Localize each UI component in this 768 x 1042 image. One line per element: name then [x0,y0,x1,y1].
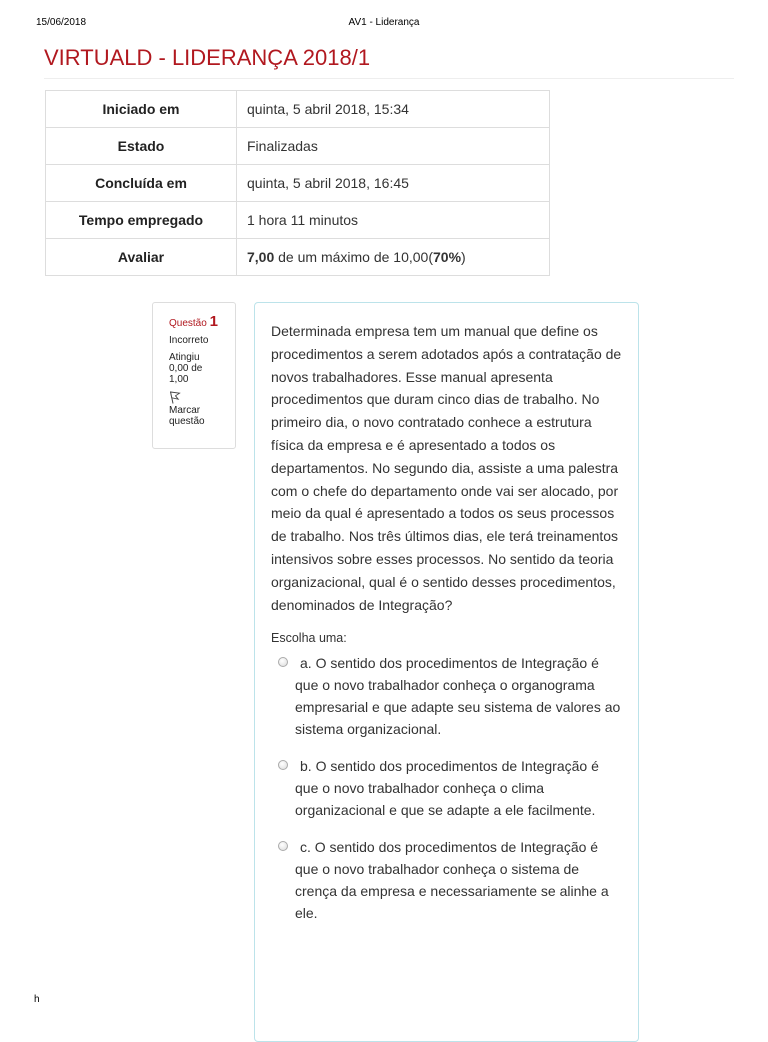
option-text: O sentido dos procedimentos de Integração é que o novo trabalhador conheça o sistema de crença da empresa e necessariamente se alinhe a ele. [295,839,609,922]
question-grade: Atingiu 0,00 de 1,00 [169,352,203,385]
summary-label: Tempo empregado [46,202,237,239]
question-number [169,313,235,330]
summary-value: quinta, 5 abril 2018, 15:34 [237,91,550,128]
flag-question-label: Marcar questão [169,405,205,427]
question-state: Incorreto [169,335,209,346]
summary-row-grade [46,239,550,276]
summary-row-completed [46,165,550,202]
summary-value [237,239,550,276]
course-title: VIRTUALD - LIDERANÇA 2018/1 [44,45,371,70]
summary-value: quinta, 5 abril 2018, 16:45 [237,165,550,202]
attempt-summary-table [45,90,550,276]
summary-label: Avaliar [46,239,237,276]
answer-option-c[interactable] [271,836,624,924]
option-text: O sentido dos procedimentos de Integração é que o novo trabalhador conheça o clima organizacional e que se adapte a ele facilmente. [295,758,599,819]
summary-row-time-taken [46,202,550,239]
print-date: 15/06/2018 [36,17,87,28]
option-letter: c. [300,839,311,856]
answer-prompt: Escolha uma: [271,631,347,646]
question-content [254,302,639,1042]
summary-row-started [46,91,550,128]
radio-button[interactable] [278,657,288,667]
answer-options [271,652,624,924]
grade-max-text: de um máximo de 10,00( [274,249,433,265]
summary-row-state [46,128,550,165]
answer-option-b[interactable] [271,755,624,821]
summary-value: Finalizadas [237,128,550,165]
summary-label: Iniciado em [46,91,237,128]
option-letter: b. [300,758,312,775]
summary-label: Concluída em [46,165,237,202]
option-letter: a. [300,655,312,672]
grade-value: 7,00 [247,249,275,265]
option-text: O sentido dos procedimentos de Integração é que o novo trabalhador conheça o organograma empresarial e que adapte seu sistema de valores ao sistema organizacional. [295,655,621,738]
question-info-box [152,302,236,449]
print-page-title: AV1 - Liderança [348,17,420,28]
radio-button[interactable] [278,841,288,851]
summary-value: 1 hora 11 minutos [237,202,550,239]
question-text: Determinada empresa tem um manual que define os procedimentos a serem adotados após a contratação de novos trabalhadores. Esse manual apresenta procedimentos que duram cinco dias de trabalho. No primeiro dia, o novo contratado conhece a estrutura física da empresa e é apresentado a todos os departamentos. No segundo dia, assiste a uma palestra com o chefe do departamento onde vai ser alocado, por meio da qual é apresentado a todos os seus processos de trabalho. Nos três últimos dias, ele terá treinamentos intensivos sobre esses processos. No sentido da teoria organizacional, qual é o sentido desses procedimentos, denominados de Integração? [271,323,622,613]
flag-icon[interactable] [169,391,181,404]
print-footer-mark: h [34,994,40,1005]
grade-close: ) [461,249,466,265]
print-header [0,0,768,28]
question-label: Questão [169,318,207,329]
summary-label: Estado [46,128,237,165]
question-number-value: 1 [209,313,218,330]
grade-percent: 70% [433,249,462,265]
title-divider [44,78,734,79]
flag-question-link[interactable] [169,391,235,427]
answer-option-a[interactable] [271,652,624,740]
radio-button[interactable] [278,760,288,770]
